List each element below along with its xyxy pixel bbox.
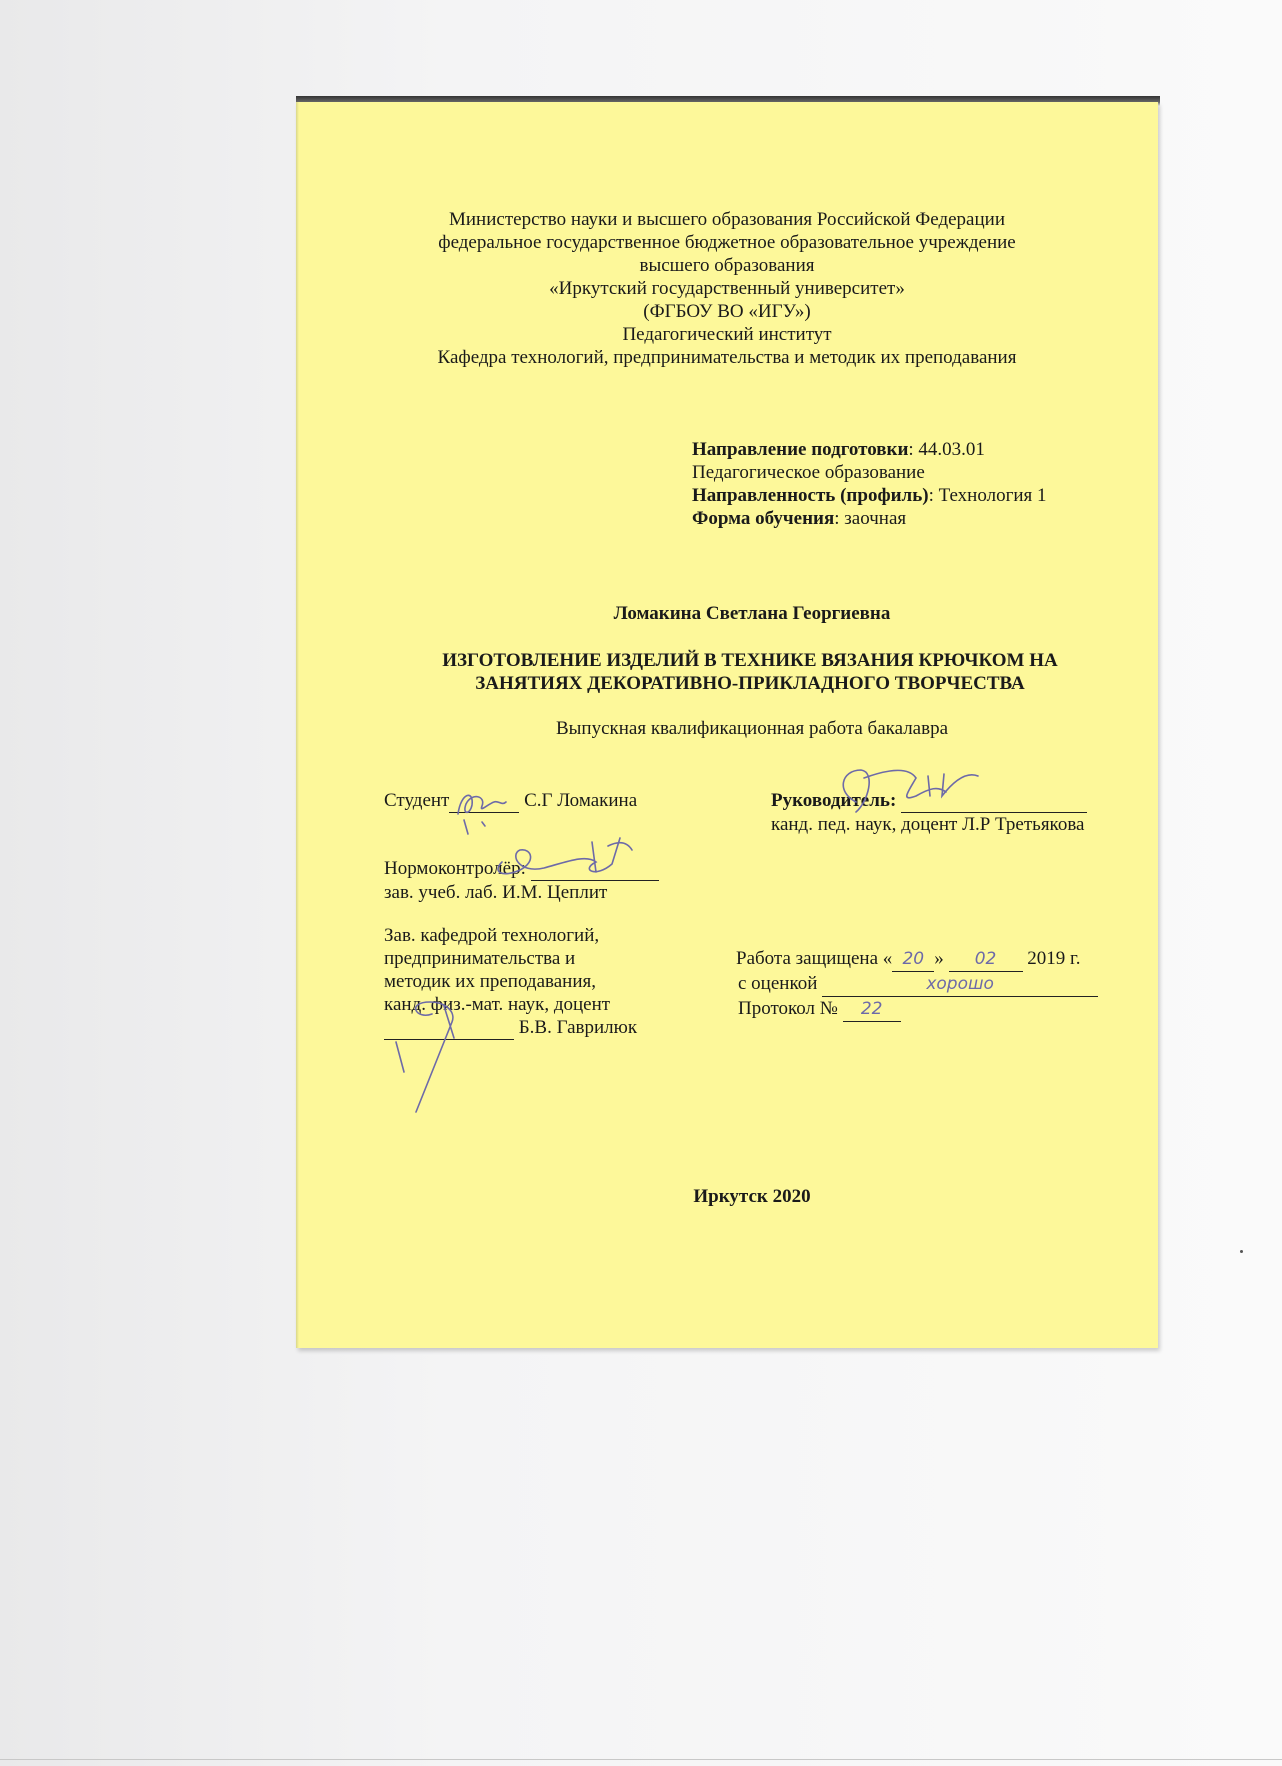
header-line: высшего образования bbox=[639, 255, 815, 276]
study-form-value: : заочная bbox=[834, 508, 907, 529]
title-line: ИЗГОТОВЛЕНИЕ ИЗДЕЛИЙ В ТЕХНИКЕ ВЯЗАНИЯ КРЮЧКОМ НА bbox=[442, 650, 1058, 671]
header-line: Министерство науки и высшего образования Российской Федерации bbox=[449, 209, 1005, 230]
supervisor-block: Руководитель: канд. пед. наук, доцент Л.Р Третьякова bbox=[771, 789, 1087, 836]
study-form-label: Форма обучения bbox=[692, 508, 835, 529]
head-line: Зав. кафедрой технологий, bbox=[384, 925, 600, 946]
thesis-cover bbox=[296, 102, 1158, 1348]
handwritten-signatures bbox=[296, 102, 1158, 1348]
supervisor-signature bbox=[843, 770, 978, 812]
header-line: федеральное государственное бюджетное образовательное учреждение bbox=[438, 232, 1016, 253]
head-line: канд. физ.-мат. наук, доцент bbox=[384, 994, 611, 1015]
head-line: предпринимательства и bbox=[384, 948, 576, 969]
head-line: методик их преподавания, bbox=[384, 971, 596, 992]
defense-day: 20 bbox=[892, 948, 934, 972]
header-line: (ФГБОУ ВО «ИГУ») bbox=[643, 301, 811, 322]
protocol-label: Протокол № bbox=[738, 998, 838, 1019]
direction-value: : 44.03.01 bbox=[908, 439, 985, 460]
supervisor-label: Руководитель bbox=[771, 790, 890, 811]
defense-year: 2019 г. bbox=[1027, 948, 1081, 969]
head-signature bbox=[396, 1002, 454, 1112]
grade-value: хорошо bbox=[822, 973, 1098, 997]
student-label: Студент bbox=[384, 790, 450, 811]
title-line: ЗАНЯТИЯХ ДЕКОРАТИВНО-ПРИКЛАДНОГО ТВОРЧЕСТВА bbox=[475, 673, 1025, 694]
normcontrol-details: зав. учеб. лаб. И.М. Цеплит bbox=[384, 882, 608, 903]
header-line: «Иркутский государственный университет» bbox=[549, 278, 905, 299]
direction-label: Направление подготовки bbox=[692, 439, 909, 460]
head-name: Б.В. Гаврилюк bbox=[518, 1017, 638, 1038]
scan-edge bbox=[0, 1759, 1282, 1760]
grade-label: с оценкой bbox=[738, 973, 818, 994]
thesis-type: Выпускная квалификационная работа бакалавра bbox=[555, 718, 949, 739]
profile-value: : Технология 1 bbox=[928, 485, 1047, 506]
profile-label: Направленность (профиль) bbox=[692, 485, 929, 506]
defense-quote: » bbox=[934, 948, 944, 969]
city-year: Иркутск 2020 bbox=[693, 1186, 811, 1207]
author-name: Ломакина Светлана Георгиевна bbox=[613, 603, 891, 624]
student-name: С.Г Ломакина bbox=[524, 790, 638, 811]
protocol-number: 22 bbox=[843, 998, 901, 1022]
header-line: Педагогический институт bbox=[622, 324, 832, 345]
defense-month: 02 bbox=[949, 948, 1023, 972]
normcontrol-signature bbox=[498, 838, 632, 874]
direction-name: Педагогическое образование bbox=[692, 462, 925, 483]
student-signature bbox=[458, 795, 506, 834]
header-line: Кафедра технологий, предпринимательства и методик их преподавания bbox=[437, 347, 1017, 368]
scan-speck bbox=[1240, 1250, 1243, 1253]
supervisor-details: канд. пед. наук, доцент Л.Р Третьякова bbox=[771, 814, 1085, 835]
defense-label: Работа защищена « bbox=[736, 948, 893, 969]
normcontrol-label: Нормоконтролёр: bbox=[384, 858, 526, 879]
